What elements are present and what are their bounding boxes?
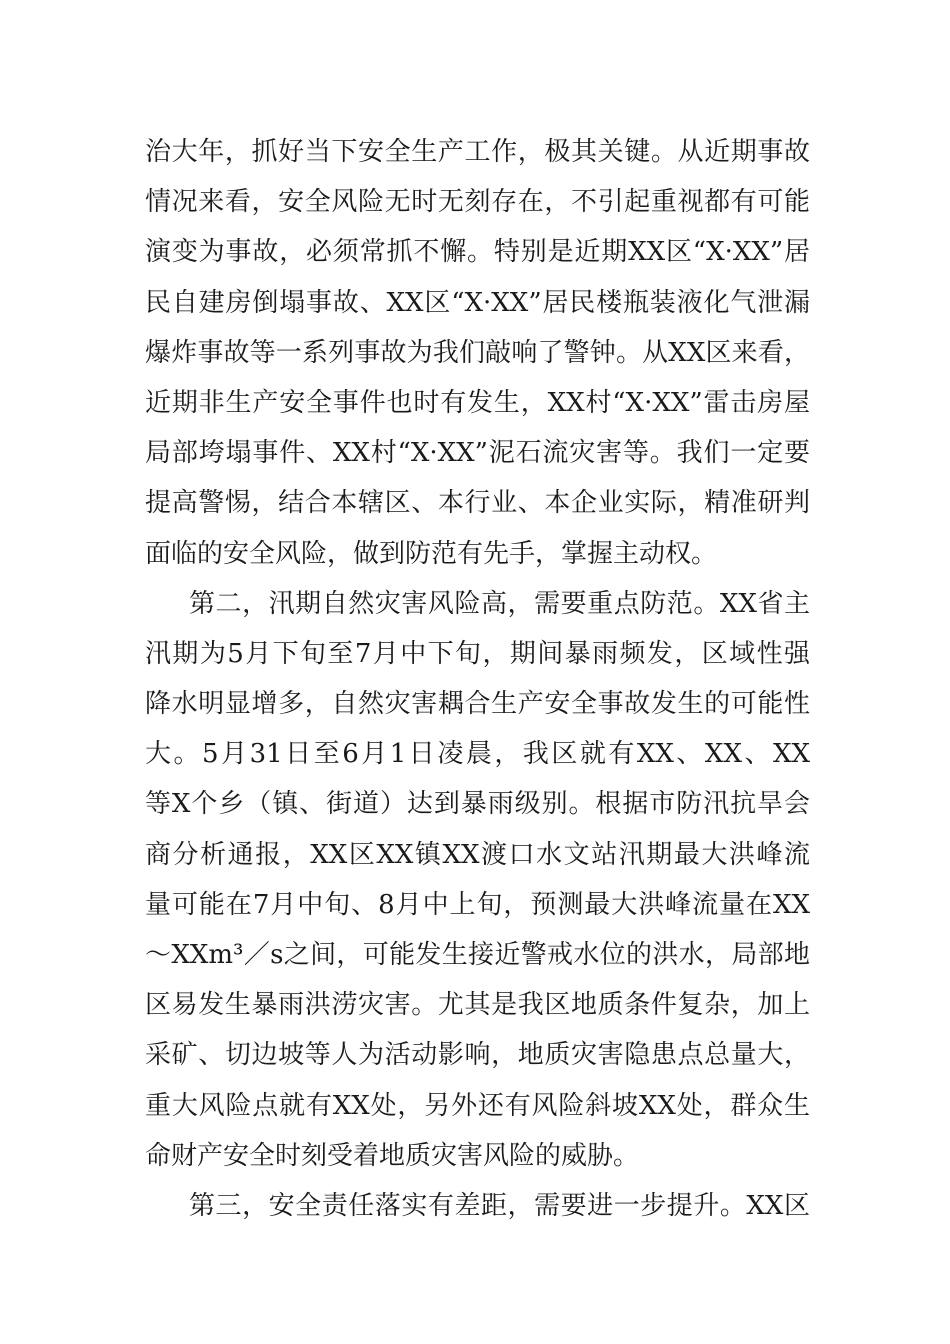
text-line: 情况来看，安全风险无时无刻存在，不引起重视都有可能: [145, 187, 810, 218]
paragraph-start-line: 第二，汛期自然灾害风险高，需要重点防范。XX省主: [189, 588, 810, 619]
paragraph-end-line: 命财产安全时刻受着地质灾害风险的威胁。: [145, 1140, 640, 1171]
text-line: 商分析通报，XX区XX镇XX渡口水文站汛期最大洪峰流: [145, 839, 810, 870]
text-line: 采矿、切边坡等人为活动影响，地质灾害隐患点总量大，: [145, 1040, 810, 1071]
text-line: 局部垮塌事件、XX村“X·XX”泥石流灾害等。我们一定要: [145, 438, 810, 469]
paragraph-start-line: 第三，安全责任落实有差距，需要进一步提升。XX区: [189, 1190, 810, 1221]
text-line: 治大年，抓好当下安全生产工作，极其关键。从近期事故: [145, 137, 810, 167]
text-line: ～XXm³／s之间，可能发生接近警戒水位的洪水，局部地: [145, 940, 810, 970]
text-line: 大。5月31日至6月1日凌晨，我区就有XX、XX、XX: [145, 739, 810, 770]
document-body: [145, 127, 810, 1231]
text-line: 重大风险点就有XX处，另外还有风险斜坡XX处，群众生: [145, 1090, 810, 1121]
text-line: 爆炸事故等一系列事故为我们敲响了警钟。从XX区来看，: [145, 337, 810, 368]
text-line: 近期非生产安全事件也时有发生，XX村“X·XX”雷击房屋: [145, 387, 810, 418]
text-line: 区易发生暴雨洪涝灾害。尤其是我区地质条件复杂，加上: [145, 990, 810, 1021]
text-line: 等X个乡（镇、街道）达到暴雨级别。根据市防汛抗旱会: [145, 789, 810, 820]
text-line: 量可能在7月中旬、8月中上旬，预测最大洪峰流量在XX: [145, 889, 810, 920]
text-line: 汛期为5月下旬至7月中下旬，期间暴雨频发，区域性强: [145, 638, 810, 669]
text-line: 演变为事故，必须常抓不懈。特别是近期XX区“X·XX”居: [145, 237, 810, 268]
text-line: 提高警惕，结合本辖区、本行业、本企业实际，精准研判: [145, 488, 810, 519]
text-line: 民自建房倒塌事故、XX区“X·XX”居民楼瓶装液化气泄漏: [145, 287, 810, 318]
paragraph-end-line: 面临的安全风险，做到防范有先手，掌握主动权。: [145, 538, 718, 569]
text-line: 降水明显增多，自然灾害耦合生产安全事故发生的可能性: [145, 689, 810, 720]
